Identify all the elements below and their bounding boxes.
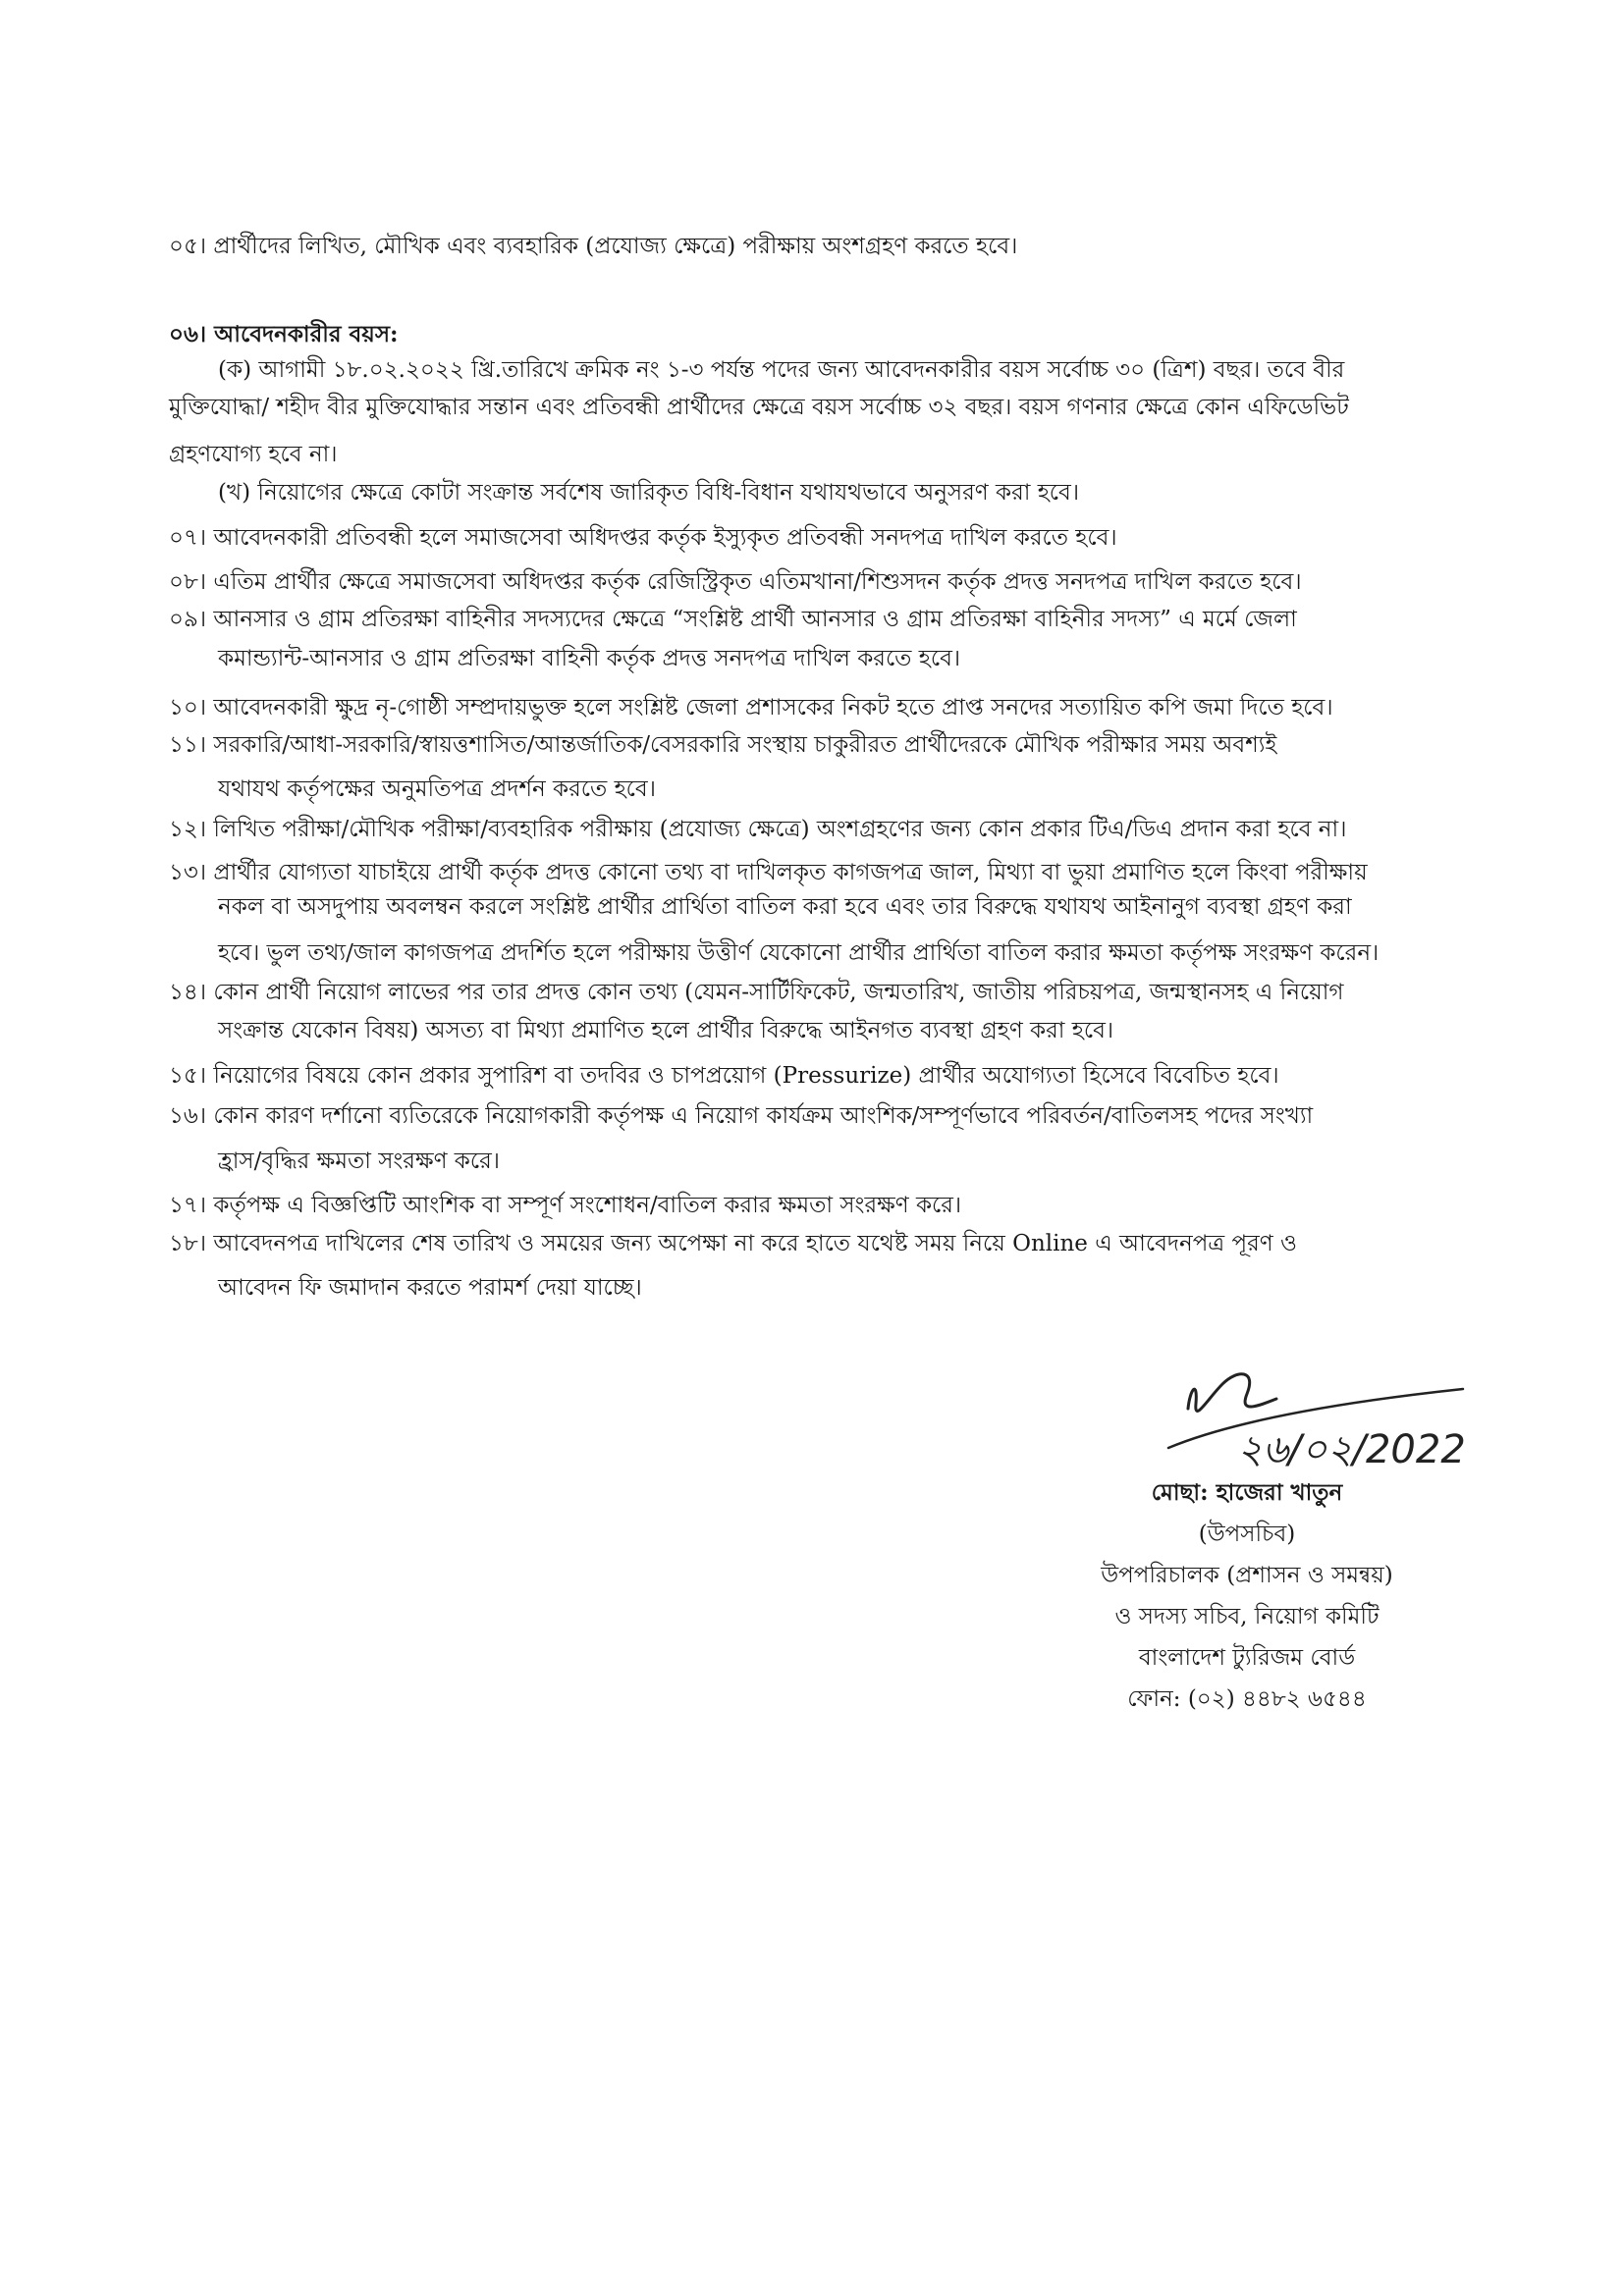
- item-16-line2: হ্রাস/বৃদ্ধির ক্ষমতা সংরক্ষণ করে।: [218, 1148, 501, 1174]
- signature-date: ২৬/০২/2022: [1237, 1427, 1466, 1472]
- item-06-title: ০৬। আবেদনকারীর বয়স:: [169, 321, 399, 347]
- item-14-line1: ১৪। কোন প্রার্থী নিয়োগ লাভের পর তার প্রদত্ত কোন তথ্য (যেমন-সার্টিফিকেট, জন্মতারিখ, জাতীয় পরিচয়পত্র, জন্মস্থানসহ এ নিয়োগ: [169, 980, 1344, 1005]
- item-13-line1: ১৩। প্রার্থীর যোগ্যতা যাচাইয়ে প্রার্থী কর্তৃক প্রদত্ত কোনো তথ্য বা দাখিলকৃত কাগজপত্র জাল, মিথ্যা বা ভুয়া প্রমাণিত হলে কিংবা পরীক্ষায়: [169, 860, 1368, 885]
- item-14-line2: সংক্রান্ত যেকোন বিষয়) অসত্য বা মিথ্যা প্রমাণিত হলে প্রার্থীর বিরুদ্ধে আইনগত ব্যবস্থা গ্রহণ করা হবে।: [218, 1018, 1114, 1043]
- item-10: ১০। আবেদনকারী ক্ষুদ্র নৃ-গোষ্ঠী সম্প্রদায়ভুক্ত হলে সংশ্লিষ্ট জেলা প্রশাসকের নিকট হতে প্রাপ্ত সনদের সত্যায়িত কপি জমা দিতে হবে।: [169, 695, 1333, 721]
- item-11-line1: ১১। সরকারি/আধা-সরকারি/স্বায়ত্তশাসিত/আন্তর্জাতিক/বেসরকারি সংস্থায় চাকুরীরত প্রার্থীদেরকে মৌখিক পরীক্ষার সময় অবশ্যই: [169, 732, 1277, 758]
- signature-image: [1129, 1330, 1502, 1477]
- signatory-title: উপপরিচালক (প্রশাসন ও সমন্বয়): [1101, 1563, 1393, 1588]
- item-06-a-line1: (ক) আগামী ১৮.০২.২০২২ খ্রি.তারিখে ক্রমিক নং ১-৩ পর্যন্ত পদের জন্য আবেদনকারীর বয়স সর্বোচ্চ ৩০ (ত্রিশ) বছর। তবে বীর: [218, 357, 1345, 383]
- item-15: ১৫। নিয়োগের বিষয়ে কোন প্রকার সুপারিশ বা তদবির ও চাপপ্রয়োগ (Pressurize) প্রার্থীর অযোগ্যতা হিসেবে বিবেচিত হবে।: [169, 1063, 1279, 1089]
- signatory-phone: ফোন: (০২) ৪৪৮২ ৬৫৪৪: [1127, 1686, 1367, 1712]
- signatory-rank: (উপসচিব): [1198, 1522, 1296, 1547]
- item-06-a-line3: গ্রহণযোগ্য হবে না।: [169, 442, 338, 467]
- item-17: ১৭। কর্তৃপক্ষ এ বিজ্ঞপ্তিটি আংশিক বা সম্পূর্ণ সংশোধন/বাতিল করার ক্ষমতা সংরক্ষণ করে।: [169, 1193, 962, 1218]
- item-06-b: (খ) নিয়োগের ক্ষেত্রে কোটা সংক্রান্ত সর্বশেষ জারিকৃত বিধি-বিধান যথাযথভাবে অনুসরণ করা হবে।: [218, 480, 1080, 506]
- item-12: ১২। লিখিত পরীক্ষা/মৌখিক পরীক্ষা/ব্যবহারিক পরীক্ষায় (প্রযোজ্য ক্ষেত্রে) অংশগ্রহণের জন্য কোন প্রকার টিএ/ডিএ প্রদান করা হবে না।: [169, 817, 1347, 842]
- item-07: ০৭। আবেদনকারী প্রতিবন্ধী হলে সমাজসেবা অধিদপ্তর কর্তৃক ইস্যুকৃত প্রতিবন্ধী সনদপত্র দাখিল করতে হবে।: [169, 525, 1117, 551]
- item-16-line1: ১৬। কোন কারণ দর্শানো ব্যতিরেকে নিয়োগকারী কর্তৃপক্ষ এ নিয়োগ কার্যক্রম আংশিক/সম্পূর্ণভাবে পরিবর্তন/বাতিলসহ পদের সংখ্যা: [169, 1103, 1314, 1129]
- signatory-org: বাংলাদেশ ট্যুরিজম বোর্ড: [1138, 1645, 1356, 1671]
- signature-block: [1021, 1472, 1473, 1720]
- item-18-line2: আবেদন ফি জমাদান করতে পরামর্শ দেয়া যাচ্ছে।: [218, 1275, 642, 1301]
- item-05: ০৫। প্রার্থীদের লিখিত, মৌখিক এবং ব্যবহারিক (প্রযোজ্য ক্ষেত্রে) পরীক্ষায় অংশগ্রহণ করতে হবে।: [169, 234, 1018, 259]
- item-09-line2: কমান্ড্যান্ট-আনসার ও গ্রাম প্রতিরক্ষা বাহিনী কর্তৃক প্রদত্ত সনদপত্র দাখিল করতে হবে।: [218, 646, 961, 671]
- item-13-line2: নকল বা অসদুপায় অবলম্বন করলে সংশ্লিষ্ট প্রার্থীর প্রার্থিতা বাতিল করা হবে এবং তার বিরুদ্ধে যথাযথ আইনানুগ ব্যবস্থা গ্রহণ করা: [218, 894, 1352, 920]
- item-09-line1: ০৯। আনসার ও গ্রাম প্রতিরক্ষা বাহিনীর সদস্যদের ক্ষেত্রে “সংশ্লিষ্ট প্রার্থী আনসার ও গ্রাম প্রতিরক্ষা বাহিনীর সদস্য” এ মর্মে জেলা: [169, 607, 1297, 632]
- item-08: ০৮। এতিম প্রার্থীর ক্ষেত্রে সমাজসেবা অধিদপ্তর কর্তৃক রেজিস্ট্রিকৃত এতিমখানা/শিশুসদন কর্তৃক প্রদত্ত সনদপত্র দাখিল করতে হবে।: [169, 569, 1302, 595]
- signatory-committee: ও সদস্য সচিব, নিয়োগ কমিটি: [1114, 1604, 1380, 1629]
- item-11-line2: যথাযথ কর্তৃপক্ষের অনুমতিপত্র প্রদর্শন করতে হবে।: [218, 776, 656, 802]
- item-18-line1: ১৮। আবেদনপত্র দাখিলের শেষ তারিখ ও সময়ের জন্য অপেক্ষা না করে হাতে যথেষ্ট সময় নিয়ে Online এ আবেদনপত্র পূরণ ও: [169, 1231, 1297, 1256]
- item-06-a-line2: মুক্তিযোদ্ধা/ শহীদ বীর মুক্তিযোদ্ধার সন্তান এবং প্রতিবন্ধী প্রার্থীদের ক্ষেত্রে বয়স সর্বোচ্চ ৩২ বছর। বয়স গণনার ক্ষেত্রে কোন এফিডেভিট: [169, 395, 1349, 420]
- item-13-line3: হবে। ভুল তথ্য/জাল কাগজপত্র প্রদর্শিত হলে পরীক্ষায় উত্তীর্ণ যেকোনো প্রার্থীর প্রার্থিতা বাতিল করার ক্ষমতা কর্তৃপক্ষ সংরক্ষণ করেন।: [218, 940, 1380, 966]
- signatory-name: মোছা: হাজেরা খাতুন: [1151, 1479, 1343, 1506]
